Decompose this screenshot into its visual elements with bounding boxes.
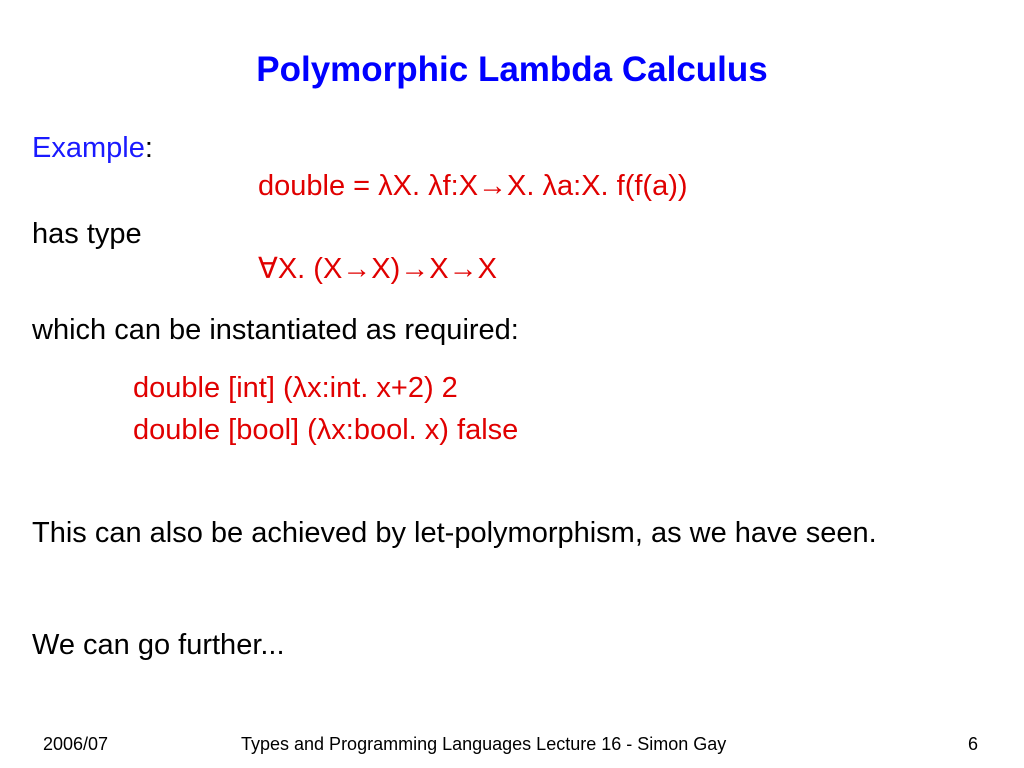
slide-title: Polymorphic Lambda Calculus [256,50,768,89]
example-label: Example [32,132,145,164]
has-type-text: has type [32,218,142,250]
double-definition: double = λX. λf:X→X. λa:X. f(f(a)) [258,170,688,202]
instantiated-text: which can be instantiated as required: [32,314,519,346]
footer-date: 2006/07 [43,734,109,754]
footer-course: Types and Programming Languages Lecture 16 - Simon Gay [241,734,727,754]
example-colon: : [144,132,153,164]
example-heading [32,131,153,165]
instance-bool: double [bool] (λx:bool. x) false [133,414,519,446]
type-expression: ∀X. (X→X)→X→X [258,253,497,285]
go-further-text: We can go further... [32,629,285,661]
let-polymorphism-text: This can also be achieved by let-polymorphism, as we have seen. [32,517,877,549]
footer-page-number: 6 [968,734,979,754]
instance-int: double [int] (λx:int. x+2) 2 [133,372,458,404]
